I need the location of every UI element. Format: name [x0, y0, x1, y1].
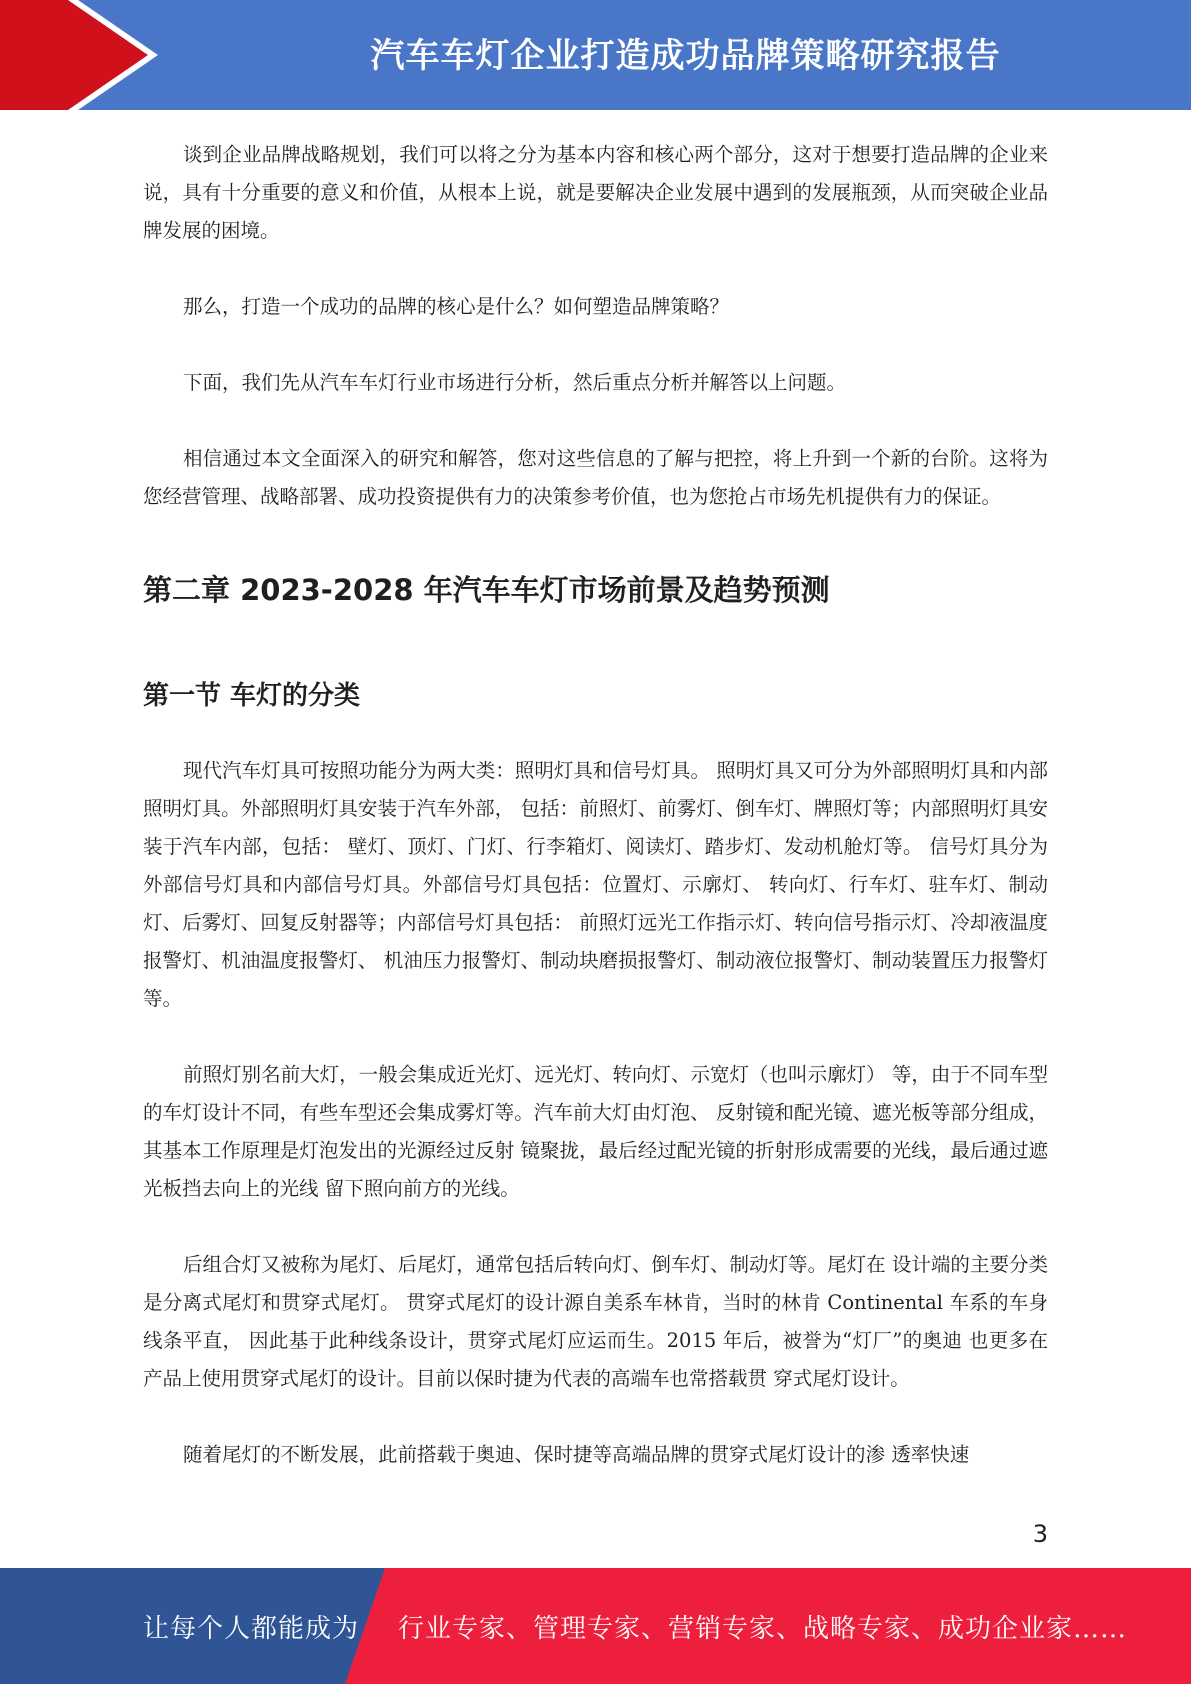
section-paragraph-3: 后组合灯又被称为尾灯、后尾灯，通常包括后转向灯、倒车灯、制动灯等。尾灯在 设计端的主要分类是分离式尾灯和贯穿式尾灯。 贯穿式尾灯的设计源自美系车林肯，当时的林肯 Continental 车系的车身线条平直， 因此基于此种线条设计，贯穿式尾灯应运而生。2015 年后，被誉为“灯厂”的奥迪 也更多在产品上使用贯穿式尾灯的设计。目前以保时捷为代表的高端车也常搭载贯 穿式尾灯设计。 — [143, 1253, 1048, 1390]
section-paragraph-4: 随着尾灯的不断发展，此前搭载于奥迪、保时捷等高端品牌的贯穿式尾灯设计的渗 透率快速 — [183, 1443, 970, 1466]
intro-paragraph-4: 相信通过本文全面深入的研究和解答，您对这些信息的了解与把控，将上升到一个新的台阶。这将为您经营管理、战略部署、成功投资提供有力的决策参考价值，也为您抢占市场先机提供有力的保证。 — [143, 447, 1048, 508]
page-header — [0, 0, 1191, 110]
intro-paragraph-1: 谈到企业品牌战略规划，我们可以将之分为基本内容和核心两个部分，这对于想要打造品牌的企业来说，具有十分重要的意义和价值，从根本上说，就是要解决企业发展中遇到的发展瓶颈，从而突破企业品牌发展的困境。 — [143, 143, 1048, 242]
intro-paragraph-2: 那么，打造一个成功的品牌的核心是什么？如何塑造品牌策略？ — [183, 295, 730, 318]
document-body — [143, 136, 1048, 1474]
chapter-heading: 第二章 2023-2028 年汽车车灯市场前景及趋势预测 — [143, 573, 830, 607]
footer-slogan-right: 行业专家、管理专家、营销专家、战略专家、成功企业家…… — [398, 1614, 1128, 1644]
section-paragraph-2: 前照灯别名前大灯，一般会集成近光灯、远光灯、转向灯、示宽灯（也叫示廓灯） 等，由于不同车型的车灯设计不同，有些车型还会集成雾灯等。汽车前大灯由灯泡、 反射镜和配光镜、遮光板等部分组成，其基本工作原理是灯泡发出的光源经过反射 镜聚拢，最后经过配光镜的折射形成需要的光线，最后通过遮光板挡去向上的光线 留下照向前方的光线。 — [143, 1063, 1048, 1200]
page-number: 3 — [1032, 1520, 1048, 1548]
intro-paragraph-3: 下面，我们先从汽车车灯行业市场进行分析，然后重点分析并解答以上问题。 — [183, 371, 847, 394]
page-footer — [0, 1568, 1191, 1684]
section-heading: 第一节 车灯的分类 — [143, 681, 361, 711]
footer-slogan-left: 让每个人都能成为 — [143, 1614, 360, 1644]
report-title: 汽车车灯企业打造成功品牌策略研究报告 — [370, 36, 1001, 76]
section-paragraph-1: 现代汽车灯具可按照功能分为两大类：照明灯具和信号灯具。 照明灯具又可分为外部照明灯具和内部照明灯具。外部照明灯具安装于汽车外部， 包括：前照灯、前雾灯、倒车灯、牌照灯等；内部照明灯具安装于汽车内部，包括： 壁灯、顶灯、门灯、行李箱灯、阅读灯、踏步灯、发动机舱灯等。 信号灯具分为外部信号灯具和内部信号灯具。外部信号灯具包括：位置灯、示廓灯、 转向灯、行车灯、驻车灯、制动灯、后雾灯、回复反射器等；内部信号灯具包括： 前照灯远光工作指示灯、转向信号指示灯、冷却液温度报警灯、机油温度报警灯、 机油压力报警灯、制动块磨损报警灯、制动液位报警灯、制动装置压力报警灯等。 — [143, 759, 1048, 1010]
